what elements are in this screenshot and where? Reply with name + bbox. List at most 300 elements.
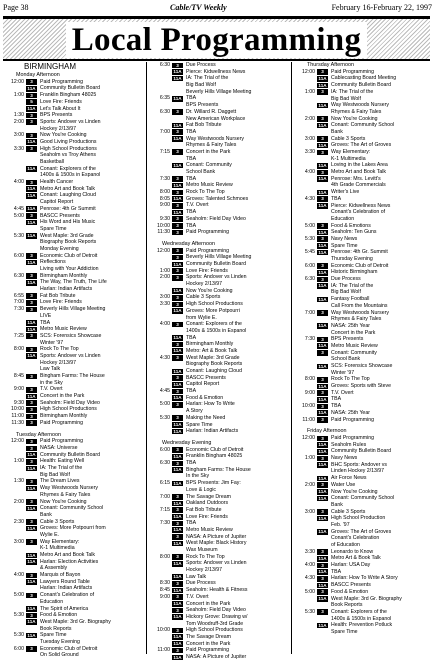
program-title: Bingham Farms: The House xyxy=(40,373,105,380)
program-title: Metro Art and Book Talk xyxy=(331,169,386,176)
channel-badge: 11A xyxy=(318,323,327,329)
listing-row xyxy=(150,368,288,375)
air-time: 6:30 xyxy=(304,276,315,283)
channel-badge: 11A xyxy=(173,182,182,188)
program-title: Capitol Report xyxy=(40,199,74,206)
program-title: Cable 3 Sports xyxy=(40,518,75,525)
program-title: Paid Programming xyxy=(331,416,374,423)
program-title: Franklin Bingham 48025 xyxy=(40,92,97,99)
listing-row xyxy=(150,268,288,275)
listing-row xyxy=(295,169,433,176)
listing-row xyxy=(150,514,288,521)
program-title: Way Westwoods Nursery xyxy=(40,485,98,492)
channel-badge: 3 xyxy=(26,613,37,619)
channel-badge: 3 xyxy=(26,646,37,652)
program-title: IA: The Trial of the xyxy=(331,282,374,289)
program-title: Penrose: 4th Gr Summit xyxy=(40,205,96,212)
listing-row xyxy=(4,592,142,599)
air-time: 7:30 xyxy=(13,306,24,313)
program-title: The Savage Dream xyxy=(186,633,231,640)
channel-badge: 11A xyxy=(27,393,36,399)
listing-row xyxy=(295,562,433,569)
listing-row xyxy=(4,92,142,99)
program-title: Birmingham Monthly xyxy=(40,272,88,279)
channel-badge xyxy=(26,160,37,166)
listing-row xyxy=(150,395,288,402)
program-title: High School Productions xyxy=(40,145,97,152)
listing-row xyxy=(150,554,288,561)
channel-badge: 11A xyxy=(27,505,36,511)
program-title: Love Fire: Friends xyxy=(40,98,82,105)
channel-badge: 3 xyxy=(26,253,37,259)
program-title: Sports: Andover vs Linden xyxy=(40,352,101,359)
listing-row xyxy=(4,539,142,546)
channel-badge: 3 xyxy=(172,223,183,229)
listing-row xyxy=(295,122,433,129)
channel-badge: 3 xyxy=(172,461,183,467)
program-title: Sports: Andover vs Linden xyxy=(40,118,101,125)
air-time: 11:00 xyxy=(302,416,315,423)
air-time: 11:00 xyxy=(157,647,170,654)
channel-badge xyxy=(26,532,37,538)
program-title: TBA xyxy=(186,334,197,341)
channel-badge: 11A xyxy=(318,383,327,389)
program-title: Lawyers Round Table xyxy=(40,578,90,585)
air-time: 8:30 xyxy=(159,580,170,587)
program-title: Bingham Farms: The House xyxy=(186,466,251,473)
program-title: Groves: The Art of Groves xyxy=(331,528,392,535)
program-title: Historic Birmingham xyxy=(331,269,378,276)
listing-row xyxy=(295,109,433,116)
air-time: 7:25 xyxy=(13,332,24,339)
air-time: 4:00 xyxy=(159,321,170,328)
channel-badge xyxy=(172,328,183,334)
listing-row xyxy=(4,406,142,413)
channel-badge: 11A xyxy=(318,555,327,561)
listing-row xyxy=(4,206,142,213)
listing-row xyxy=(4,219,142,226)
program-title: IA: The Trial of the xyxy=(40,465,83,472)
listing-row xyxy=(4,186,142,193)
program-title: Conant: Community School xyxy=(331,122,395,129)
air-time: 10:00 xyxy=(302,403,315,410)
listing-row xyxy=(150,422,288,429)
program-title: Beverly Hills Village Meeting xyxy=(186,254,252,261)
channel-badge: 11A xyxy=(318,363,327,369)
program-title: BHC Sports: Andover vs xyxy=(331,461,387,468)
program-title: Paid Programming xyxy=(331,435,374,442)
listing-row xyxy=(295,448,433,455)
program-title: Leonardo to Know xyxy=(331,548,374,555)
listing-row xyxy=(4,400,142,407)
program-title: His Word and His Music xyxy=(40,219,96,226)
program-title: Food & Emotion xyxy=(40,612,78,619)
listing-row xyxy=(150,520,288,527)
section-banner xyxy=(3,16,430,61)
channel-badge xyxy=(172,474,183,480)
listing-row xyxy=(150,189,288,196)
listing-row xyxy=(150,614,288,621)
program-title: Reflections xyxy=(40,259,66,266)
listing-row xyxy=(4,559,142,566)
listing-row xyxy=(4,273,142,280)
program-title: Community Bulletin Board xyxy=(40,85,100,92)
air-time: 4:00 xyxy=(304,562,315,569)
air-time: 7:15 xyxy=(159,148,170,155)
program-title: Hockey 2/13/97 xyxy=(186,281,223,288)
air-time: 12:00 xyxy=(157,247,170,254)
channel-badge: 11A xyxy=(27,206,36,212)
program-title: Navy News xyxy=(331,235,358,242)
listing-row xyxy=(295,75,433,82)
listing-row xyxy=(4,465,142,472)
listing-row xyxy=(4,353,142,360)
program-title: Wylie E. xyxy=(40,531,59,538)
channel-badge: 3 xyxy=(317,136,328,142)
listing-row xyxy=(4,452,142,459)
section-title: Local Programming xyxy=(66,22,368,58)
channel-badge xyxy=(172,116,183,122)
listing-row xyxy=(295,269,433,276)
channel-badge: 3 xyxy=(172,389,183,395)
channel-badge xyxy=(26,599,37,605)
program-title: Community Bulletin Board xyxy=(40,451,100,458)
listing-row xyxy=(4,519,142,526)
listing-row xyxy=(150,587,288,594)
listing-row xyxy=(150,116,288,123)
channel-badge: 3 xyxy=(26,374,37,380)
channel-badge: 3 xyxy=(317,436,328,442)
program-title: Bank xyxy=(40,511,52,518)
channel-badge: 11A xyxy=(173,467,182,473)
air-time: 4:45 xyxy=(159,388,170,395)
air-time: 4:30 xyxy=(304,575,315,582)
listing-row xyxy=(4,192,142,199)
program-title: High School Production xyxy=(331,515,386,522)
listing-row xyxy=(150,216,288,223)
listing-row xyxy=(295,263,433,270)
listing-row xyxy=(150,335,288,342)
channel-badge: 3 xyxy=(172,494,183,500)
program-title: Economic Club of Detroit xyxy=(40,645,98,652)
program-title: 1400s & 1500s in Espanol xyxy=(331,615,392,622)
program-title: Groves: More Potpourri from xyxy=(40,525,106,532)
listing-row xyxy=(150,348,288,355)
listing-row xyxy=(4,253,142,260)
channel-badge xyxy=(172,621,183,627)
program-title: from Wylie E. xyxy=(186,314,217,321)
air-time: 9:00 xyxy=(159,202,170,209)
channel-badge: 11A xyxy=(173,587,182,593)
channel-badge: 3 xyxy=(172,190,183,196)
channel-badge: 3 xyxy=(172,255,183,261)
program-title: Seaholm: Health & Fitness xyxy=(186,587,248,594)
channel-badge: 11A xyxy=(318,243,327,249)
channel-badge: 11A xyxy=(27,606,36,612)
channel-badge: 3 xyxy=(317,69,328,75)
channel-badge: 11A xyxy=(27,139,36,145)
program-title: Pierce: Kidwellness News xyxy=(186,68,246,75)
program-title: West Maple: 3rd Gr. Biography xyxy=(331,595,402,602)
listing-row xyxy=(4,259,142,266)
channel-badge: 3 xyxy=(317,350,328,356)
channel-badge: 11A xyxy=(318,122,327,128)
air-time: 5:30 xyxy=(13,612,24,619)
air-time: 5:00 xyxy=(159,401,170,408)
air-time: 10:00 xyxy=(11,406,24,413)
program-title: School Bank xyxy=(186,169,216,175)
channel-badge: 3 xyxy=(26,479,37,485)
listing-row xyxy=(150,129,288,136)
listing-row xyxy=(4,293,142,300)
air-time: 9:00 xyxy=(159,593,170,600)
listing-row xyxy=(4,279,142,286)
channel-badge: 3 xyxy=(26,213,37,219)
channel-badge: 3 xyxy=(26,293,37,299)
program-title: High School Productions xyxy=(186,627,243,634)
channel-badge xyxy=(26,313,37,319)
channel-badge: 11A xyxy=(173,261,182,267)
channel-badge: 11A xyxy=(318,475,327,481)
program-title: TBA xyxy=(186,222,197,229)
listing-row xyxy=(295,569,433,576)
air-time: 4:30 xyxy=(159,354,170,361)
channel-badge: 3 xyxy=(26,420,37,426)
channel-badge xyxy=(317,129,328,135)
channel-badge: 11A xyxy=(173,348,182,354)
program-title: Living with Your Addiction xyxy=(40,266,99,273)
air-time: 5:00 xyxy=(304,588,315,595)
program-title: Concert in the Park xyxy=(40,393,85,400)
listing-row xyxy=(295,442,433,449)
channel-badge: 11A xyxy=(27,166,36,172)
listing-row xyxy=(295,629,433,636)
listing-row xyxy=(150,209,288,216)
listing-row xyxy=(4,233,142,240)
program-title: Metro Art & Book Talk xyxy=(331,555,381,562)
channel-badge: 3 xyxy=(26,307,37,313)
program-title: Bank xyxy=(331,128,343,135)
listing-row xyxy=(295,136,433,143)
listing-row xyxy=(150,142,288,149)
listing-row xyxy=(295,82,433,89)
program-title: Biography Book Reports xyxy=(186,361,243,368)
channel-badge xyxy=(26,492,37,498)
program-title: Conant's Celebration of xyxy=(40,592,95,599)
listing-row xyxy=(4,172,142,179)
program-title: Linden Hockey 2/13/97 xyxy=(331,468,385,475)
air-time: 9:00 xyxy=(304,389,315,396)
air-time: 3:00 xyxy=(159,294,170,301)
program-title: Harlan: Indian Artifacts xyxy=(40,585,93,592)
air-time: 2:00 xyxy=(13,498,24,505)
channel-badge: 3 xyxy=(172,268,183,274)
program-title: NASA: 25th Year xyxy=(331,322,370,329)
channel-badge: 11A xyxy=(27,192,36,198)
program-title: Metro Music Review xyxy=(186,526,233,533)
day-heading: Wednesday Afternoon xyxy=(162,240,215,247)
channel-badge: 3 xyxy=(317,609,328,615)
air-time: 2:00 xyxy=(304,481,315,488)
listing-row xyxy=(150,594,288,601)
program-title: Penrose: 4th Gr. Summit xyxy=(331,249,388,256)
program-title: Paid Programming xyxy=(186,229,229,236)
listing-row xyxy=(150,122,288,129)
channel-badge: 3 xyxy=(26,113,37,119)
listing-row xyxy=(295,616,433,623)
listing-row xyxy=(295,196,433,203)
listing-row xyxy=(150,89,288,96)
program-title: Big Bad Wolf xyxy=(186,82,216,89)
listing-row xyxy=(295,383,433,390)
program-title: Harlan: How To Write A Story xyxy=(331,575,398,582)
listing-row xyxy=(4,552,142,559)
program-title: SCS: Forensics Showcase xyxy=(40,332,102,339)
air-time: 3:00 xyxy=(304,135,315,142)
air-time: 5:30 xyxy=(13,232,24,239)
channel-badge xyxy=(26,200,37,206)
listing-row xyxy=(4,286,142,293)
listing-row xyxy=(295,203,433,210)
listing-row xyxy=(295,289,433,296)
program-title: Way Westwoods Nursery xyxy=(186,135,244,142)
program-title: Harlan: USA Day xyxy=(331,562,371,569)
listing-row xyxy=(4,579,142,586)
air-time: 2:00 xyxy=(304,115,315,122)
channel-badge: 11A xyxy=(318,515,327,521)
listing-row xyxy=(295,96,433,103)
listing-row xyxy=(4,326,142,333)
program-title: Big Bad Wolf xyxy=(331,289,361,296)
listing-row xyxy=(4,159,142,166)
listing-row xyxy=(4,85,142,92)
channel-badge: 11A xyxy=(173,308,182,314)
channel-badge: 11A xyxy=(318,569,327,575)
listing-row xyxy=(4,632,142,639)
listing-row xyxy=(295,69,433,76)
program-title: Oakland Outdoors xyxy=(186,500,229,507)
air-time: 10:00 xyxy=(157,627,170,634)
listing-row xyxy=(295,323,433,330)
air-time: 3:30 xyxy=(159,301,170,308)
channel-badge: 3 xyxy=(317,509,328,515)
channel-badge xyxy=(317,616,328,622)
program-title: Beverly Hills Village Meeting xyxy=(40,306,106,313)
air-time: 1:30 xyxy=(13,478,24,485)
air-time: 8:45 xyxy=(159,587,170,594)
channel-badge xyxy=(26,566,37,572)
program-title: Way Westwoods Nursery xyxy=(331,102,389,109)
program-title: Cable 3 Sports xyxy=(331,508,366,515)
listing-row xyxy=(150,621,288,628)
air-time: 3:00 xyxy=(13,132,24,139)
program-title: Groves: Talented Schmoes xyxy=(186,195,249,202)
channel-badge: 3 xyxy=(26,333,37,339)
program-title: Seaholm: Field Day Video xyxy=(186,215,246,222)
channel-badge xyxy=(26,367,37,373)
listing-row xyxy=(295,468,433,475)
channel-badge: 11A xyxy=(318,269,327,275)
program-title: Due Process xyxy=(186,62,216,68)
channel-badge: 11A xyxy=(318,442,327,448)
program-title: TBA xyxy=(186,175,197,182)
air-time: 8:05 xyxy=(159,195,170,202)
channel-badge xyxy=(26,653,37,659)
program-title: Pierce: Kidwellness News xyxy=(331,202,391,209)
listing-row xyxy=(295,116,433,123)
channel-badge: 11A xyxy=(27,465,36,471)
program-title: Rhymes & Fairy Tales xyxy=(331,108,382,115)
channel-badge: 11A xyxy=(318,296,327,302)
listing-row xyxy=(4,472,142,479)
channel-badge: 11A xyxy=(318,596,327,602)
channel-badge xyxy=(172,156,183,162)
listing-row xyxy=(150,453,288,460)
channel-badge: 3 xyxy=(172,176,183,182)
listing-row xyxy=(4,393,142,400)
program-title: Cablecasting Board Meeting xyxy=(331,75,397,82)
channel-badge xyxy=(317,357,328,363)
air-time: 5:30 xyxy=(304,608,315,615)
channel-badge: 3 xyxy=(317,170,328,176)
listing-row xyxy=(150,102,288,109)
listing-row xyxy=(295,622,433,629)
listing-row xyxy=(150,560,288,567)
channel-badge: 3 xyxy=(317,263,328,269)
listing-row xyxy=(4,152,142,159)
channel-badge: 11A xyxy=(173,614,182,620)
air-time: 6:00 xyxy=(13,252,24,259)
listing-row xyxy=(295,350,433,357)
channel-badge xyxy=(172,89,183,95)
program-title: Harlan: Indian Artifacts xyxy=(40,286,93,293)
listing-row xyxy=(150,494,288,501)
channel-badge: 3 xyxy=(317,310,328,316)
listing-row xyxy=(4,79,142,86)
listing-row xyxy=(150,288,288,295)
program-title: Tom Woodruff-3rd Grade xyxy=(186,620,244,627)
program-title: Spare Time xyxy=(40,225,67,232)
program-title: School Bank xyxy=(331,356,361,363)
listing-row xyxy=(150,375,288,382)
program-title: Food & Emotion xyxy=(186,394,224,401)
listing-row xyxy=(295,209,433,216)
channel-badge: 11A xyxy=(27,106,36,112)
channel-badge: 3 xyxy=(26,119,37,125)
listing-row xyxy=(150,355,288,362)
channel-badge: 3 xyxy=(26,133,37,139)
air-time: 4:00 xyxy=(13,179,24,186)
channel-badge: 11A xyxy=(173,514,182,520)
channel-badge xyxy=(172,487,183,493)
program-title: A Story xyxy=(186,408,203,415)
listing-row xyxy=(150,109,288,116)
listing-row xyxy=(4,572,142,579)
city-heading: BIRMINGHAM xyxy=(24,62,76,71)
day-heading: Wednesday Evening xyxy=(162,439,212,446)
listing-row xyxy=(295,376,433,383)
program-title: Paid Programming xyxy=(40,78,83,85)
program-title: Harlan: How To Write xyxy=(186,401,235,408)
listing-row xyxy=(150,261,288,268)
listing-row xyxy=(295,303,433,310)
listing-row xyxy=(295,489,433,496)
channel-badge: 11A xyxy=(318,462,327,468)
listing-row xyxy=(150,388,288,395)
air-time: 7:00 xyxy=(159,493,170,500)
channel-badge: 3 xyxy=(26,407,37,413)
air-time: 6:00 xyxy=(159,446,170,453)
